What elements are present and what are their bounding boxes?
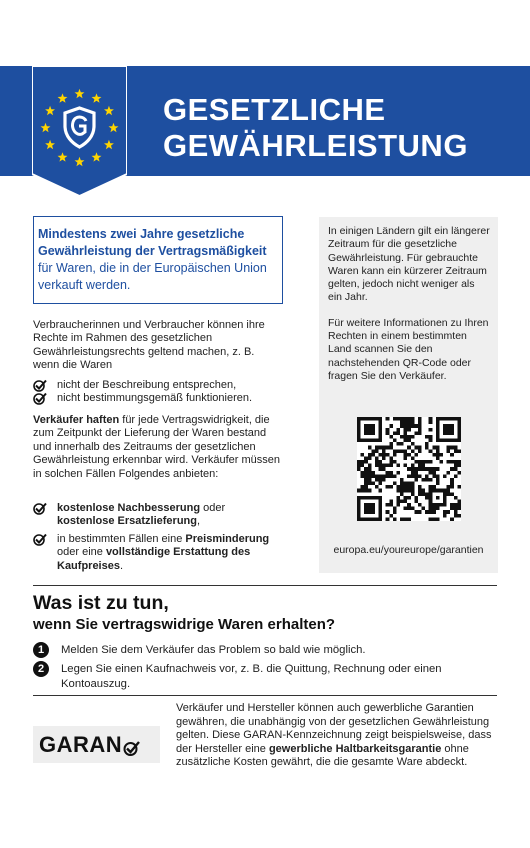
remedy-bold: Preisminderung bbox=[185, 532, 270, 545]
step-text: Legen Sie einen Kaufnachweis vor, z. B. die Quittung, Rechnung oder einen Kontoauszug. bbox=[61, 663, 442, 690]
what-to-do-heading: Was ist zu tun, bbox=[33, 592, 169, 614]
list-item bbox=[33, 379, 283, 392]
remedy-text bbox=[57, 502, 283, 529]
condition-text: nicht der Beschreibung entsprechen, bbox=[57, 379, 237, 391]
highlight-box bbox=[33, 216, 283, 304]
intro-text-block bbox=[33, 319, 283, 373]
checkmark-icon bbox=[33, 533, 47, 546]
step-item bbox=[33, 662, 463, 691]
step-number-badge: 1 bbox=[33, 642, 49, 658]
step-number-badge: 2 bbox=[33, 661, 49, 677]
remedy-bold: kostenlose Ersatzlieferung bbox=[57, 515, 197, 528]
remedy-connector: oder bbox=[200, 502, 226, 514]
step-text: Melden Sie dem Verkäufer das Problem so bald wie möglich. bbox=[61, 644, 366, 656]
remedy-bold: vollständige Erstattung des Kaufpreises bbox=[57, 546, 251, 572]
europa-url-link[interactable]: europa.eu/youreurope/garantien bbox=[333, 544, 484, 556]
title-line-2: GEWÄHRLEISTUNG bbox=[163, 128, 468, 163]
sidebar-paragraph-2: Für weitere Informationen zu Ihren Rechten in einem bestimmten Land scannen Sie den nachstehenden QR-Code oder fragen Sie den Verkäufer. bbox=[328, 316, 489, 382]
seller-bold-text: Verkäufer haften bbox=[33, 414, 120, 426]
garan-logo-text: GARAN bbox=[39, 731, 123, 757]
list-item bbox=[33, 502, 283, 529]
garan-desc-text-end: ohne zusätzliche Kosten gewährt, die die gesamte Ware abdeckt. bbox=[176, 742, 469, 769]
remedy-punct: , bbox=[197, 515, 201, 528]
info-sidebar bbox=[319, 217, 498, 573]
title-line-1: GESETZLICHE bbox=[163, 92, 386, 127]
conditions-list bbox=[33, 379, 283, 406]
list-item bbox=[33, 392, 283, 405]
list-item bbox=[33, 533, 283, 573]
highlight-text: für Waren, die in der Europäischen Union verkauft werden. bbox=[38, 261, 267, 292]
remedy-connector: oder eine bbox=[57, 546, 106, 559]
section-divider bbox=[33, 695, 497, 696]
remedy-prefix: in bestimmten Fällen eine bbox=[57, 532, 186, 545]
sidebar-paragraph-1: In einigen Ländern gilt ein längerer Zeitraum für die gesetzliche Gewährleistung. Für gebrauchte Waren kann ein kürzerer Zeitraum gelten, jedoch nicht weniger als ein Jahr. bbox=[328, 225, 490, 304]
highlight-bold-text: Mindestens zwei Jahre gesetzliche Gewährleistung der Vertragsmäßigkeit bbox=[38, 227, 267, 258]
garan-desc-text: Verkäufer und Hersteller können auch gewerbliche Garantien gewähren, die unabhängig von der gesetzlichen Gewährleistung gelten. Diese GARAN-Kennzeichnung zeigt beispielsweise, dass der Hersteller eine bbox=[176, 702, 492, 755]
step-item bbox=[33, 643, 497, 658]
eu-shield-logo-icon bbox=[32, 66, 127, 196]
checkmark-icon bbox=[33, 502, 47, 515]
garan-description bbox=[176, 702, 498, 770]
intro-paragraph: Verbraucherinnen und Verbraucher können ihre Rechte im Rahmen des gesetzlichen Gewährleistungsrechts geltend machen, z. B. wenn die Waren bbox=[33, 319, 265, 372]
qr-code-icon[interactable] bbox=[357, 417, 461, 521]
seller-text: für jede Vertragswidrigkeit, die zum Zeitpunkt der Lieferung der Waren bestand und innerhalb des Zeitraums der gesetzlichen Gewährleistung erkennbar wird. Verkäufer müssen in solchen Fällen Folgendes anbieten: bbox=[33, 414, 281, 480]
checkmark-icon bbox=[33, 379, 47, 392]
garan-desc-bold: gewerbliche Haltbarkeitsgarantie bbox=[268, 742, 442, 755]
condition-text: nicht bestimmungsgemäß funktionieren. bbox=[57, 392, 253, 405]
page-title bbox=[163, 92, 468, 164]
remedy-punct: . bbox=[119, 559, 124, 572]
what-to-do-subheading: wenn Sie vertragswidrige Waren erhalten? bbox=[33, 616, 336, 633]
remedy-text bbox=[57, 533, 283, 573]
remedy-bold: kostenlose Nachbesserung bbox=[57, 502, 201, 514]
section-divider bbox=[33, 585, 497, 586]
seller-paragraph bbox=[33, 414, 283, 481]
checkmark-icon bbox=[33, 392, 47, 405]
garan-check-icon bbox=[123, 740, 141, 756]
garan-logo bbox=[33, 726, 160, 763]
remedies-list bbox=[33, 502, 283, 573]
